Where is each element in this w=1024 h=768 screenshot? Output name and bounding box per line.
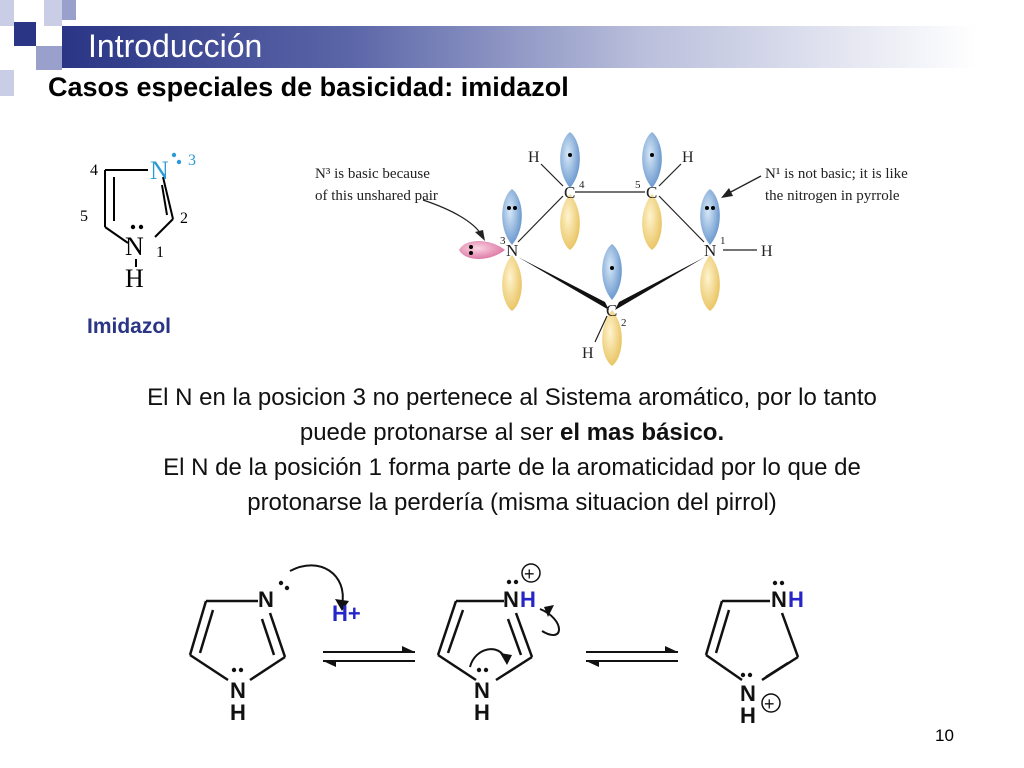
imidazolium-resonance-molecule <box>706 581 804 728</box>
h-c4: H <box>528 149 540 166</box>
c5-atom: C <box>646 183 658 202</box>
svg-text:H: H <box>740 703 756 728</box>
n3-num: 3 <box>500 235 506 247</box>
p-orbital-lobe <box>642 194 662 250</box>
arrowhead <box>721 188 733 198</box>
svg-text:N: N <box>258 587 274 612</box>
c4-num: 4 <box>579 179 585 191</box>
arrow <box>727 176 761 194</box>
n3-atom: N <box>506 241 519 260</box>
paragraph-line: El N en la posicion 3 no pertenece al Sistema aromático, por lo tanto <box>147 384 877 411</box>
pos4-label: 4 <box>90 162 98 179</box>
note-right-line1: N¹ is not basic; it is like <box>765 166 908 182</box>
n1-num: 1 <box>720 235 726 247</box>
emphasis: el mas básico. <box>560 419 725 446</box>
note-left-line1: N³ is basic because <box>315 166 430 182</box>
reagent-label: H+ <box>332 601 361 626</box>
slide-title: Introducción <box>88 28 263 64</box>
p-orbital-lobe <box>700 255 720 311</box>
imidazolium-molecule <box>438 564 540 725</box>
svg-text:N: N <box>740 681 756 706</box>
page-number: 10 <box>935 726 954 745</box>
curved-arrow <box>290 565 343 605</box>
svg-text:H: H <box>520 587 536 612</box>
c4-atom: C <box>564 183 576 202</box>
arrowhead <box>500 653 512 665</box>
note-right-line2: the nitrogen in pyrrole <box>765 188 900 204</box>
c2-num: 2 <box>621 317 627 329</box>
curved-arrow <box>470 649 505 667</box>
h-c2: H <box>582 345 594 362</box>
svg-text:N: N <box>503 587 519 612</box>
svg-text:H: H <box>788 587 804 612</box>
pos5-label: 5 <box>80 208 88 225</box>
lone-pair-dot <box>172 153 176 157</box>
sp2-lone-pair-lobe <box>459 241 505 259</box>
h-atom: H <box>125 264 144 293</box>
lone-pair-dot <box>131 225 135 229</box>
pos2-label: 2 <box>180 210 188 227</box>
slide-subtitle: Casos especiales de basicidad: imidazol <box>48 72 569 102</box>
p-orbital-lobe <box>502 255 522 311</box>
n3-atom: N <box>150 156 169 185</box>
svg-text:H: H <box>230 700 246 725</box>
p-orbital-lobe <box>560 132 580 188</box>
deco-square <box>44 0 62 26</box>
deco-square <box>0 0 14 26</box>
ring-bond <box>178 163 180 179</box>
svg-text:N: N <box>474 678 490 703</box>
svg-text:+: + <box>764 694 775 714</box>
h-c5: H <box>682 149 694 166</box>
note-left-line2: of this unshared pair <box>315 188 438 204</box>
paragraph-line: El N de la posición 1 forma parte de la aromaticidad por lo que de <box>163 454 861 481</box>
svg-text:N: N <box>230 678 246 703</box>
imidazol-caption: Imidazol <box>87 315 172 338</box>
lone-pair-dot <box>177 160 181 164</box>
svg-text:N: N <box>771 587 787 612</box>
c2-atom: C <box>606 301 618 320</box>
deco-square <box>36 46 62 70</box>
p-orbital-lobe <box>700 189 720 245</box>
p-orbital-lobe <box>642 132 662 188</box>
p-orbital-lobe <box>602 244 622 300</box>
svg-text:+: + <box>524 564 535 584</box>
pos3-label: 3 <box>188 152 196 169</box>
paragraph-line: protonarse la perdería (misma situacion del pirrol) <box>247 489 777 516</box>
h-n1: H <box>761 243 773 260</box>
explanation-text <box>40 380 984 520</box>
c5-num: 5 <box>635 179 641 191</box>
arrowhead <box>475 230 485 241</box>
pos1-label: 1 <box>156 244 164 261</box>
deco-square <box>0 70 14 96</box>
svg-text:H: H <box>474 700 490 725</box>
imidazole-structure <box>70 135 220 340</box>
deco-square <box>14 22 36 46</box>
n1-atom: N <box>704 241 717 260</box>
arrow <box>423 200 481 234</box>
n1-atom: N <box>125 232 144 261</box>
imidazole-molecule <box>190 581 289 725</box>
deco-square <box>62 0 76 20</box>
ring-bond <box>155 219 173 237</box>
protonation-scheme <box>170 555 820 740</box>
p-orbital-lobe <box>560 194 580 250</box>
wedge-bond <box>615 257 705 310</box>
orbital-diagram <box>305 130 965 370</box>
paragraph-line: puede protonarse al ser el mas básico. <box>299 419 725 446</box>
lone-pair-dot <box>139 225 143 229</box>
wedge-bond <box>518 257 609 310</box>
